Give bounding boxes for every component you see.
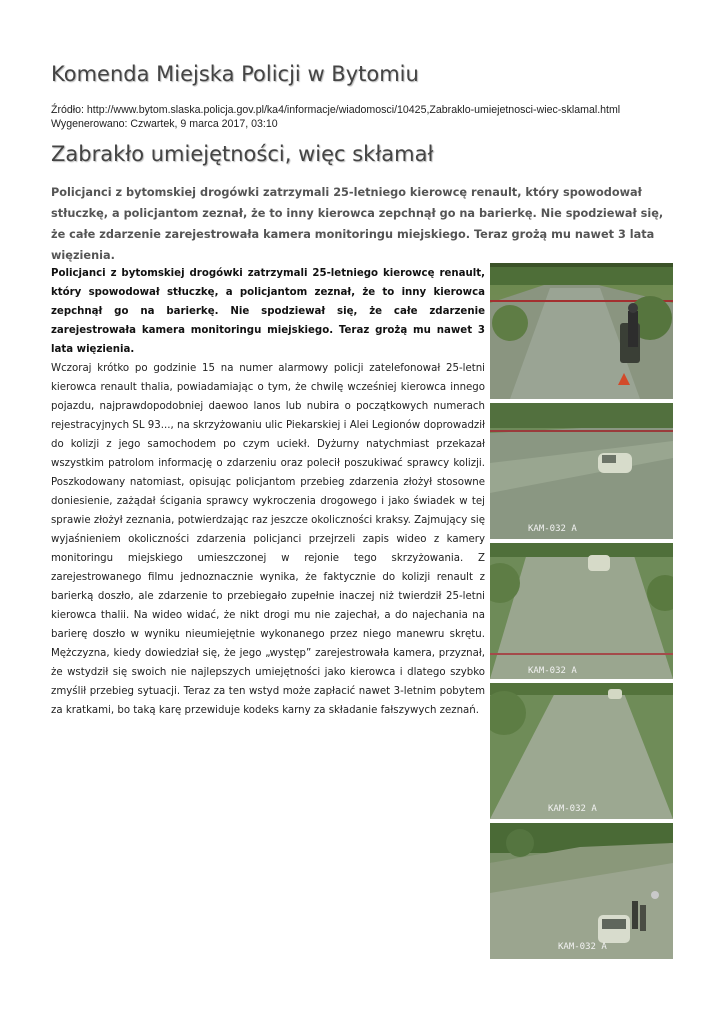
source-line: Źródło: http://www.bytom.slaska.policja.gov.pl/ka4/informacje/wiadomosci/10425,Zabraklo-umiejetnosci-wiec-sklamal.html (51, 104, 621, 116)
article-title: Zabrakło umiejętności, więc skłamał (51, 142, 434, 166)
article-body-bold: Policjanci z bytomskiej drogówki zatrzymali 25-letniego kierowcę renault, który spowodował stłuczkę, a policjantom zeznał, że to inny kierowca zepchnął go na barierkę. Nie spodziewał się, że całe zdarzenie zarejestrowała kamera monitoringu miejskiego. Teraz grożą mu nawet 3 lata więzienia. (51, 268, 485, 355)
cctv-photo-5 (490, 823, 673, 959)
cctv-photo-4 (490, 683, 673, 819)
photo-column (490, 263, 673, 963)
camera-stamp: KAM-032 A (528, 524, 577, 534)
cctv-photo-1 (490, 263, 673, 399)
camera-stamp: KAM-032 A (528, 666, 577, 676)
cctv-photo-2 (490, 403, 673, 539)
cctv-photo-3 (490, 543, 673, 679)
article-body-text: Wczoraj krótko po godzinie 15 na numer alarmowy policji zatelefonował 25-letni kierowca renault thalia, powiadamiając o tym, że chwilę wcześniej kierowca innego pojazdu, najprawdopodobniej daewoo lanos lub nubira o początkowych numerach rejestracyjnych SL 93..., na skrzyżowaniu ulic Piekarskiej i Alei Legionów doprowadził do kolizji z jego samochodem po czym uciekł. Dyżurny natychmiast przekazał wszystkim patrolom informację o zdarzeniu oraz polecił poszukiwać sprawcy kolizji. Poszkodowany natomiast, opisując policjantom przebieg zdarzenia złożył stosowne doniesienie, zażądał ścigania sprawcy wykroczenia drogowego i jako świadek w tej sprawie złożył zeznania, potwierdzając raz jeszcze okoliczności kraksy. Zajmujący się wyjaśnieniem okoliczności zdarzenia policjanci przejrzeli zapis wideo z kamery monitoringu miejskiego umieszczonej w rejonie tego skrzyżowania. Z zarejestrowanego filmu jednoznacznie wynika, że faktycznie do kolizji renault z barierką doszło, ale zdarzenie to przebiegało zupełnie inaczej niż twierdził 25-letni kierowca thalii. Na wideo widać, że nikt drogi mu nie zajechał, a do najechania na barierę doszło w wyniku nieumiejętnie wykonanego przez niego manewru skrętu. Mężczyzna, kiedy dowiedział się, że jego „występ” zarejestrowała kamera, przyznał, że wstydził się swoich nie najlepszych umiejętności jako kierowca i dlatego szybko zmyślił przebieg sytuacji. Teraz za ten wstyd może zapłacić nawet 3-letnim pobytem za kratkami, bo taką karę przewiduje kodeks karny za składanie fałszywych zeznań. (51, 363, 485, 716)
site-title: Komenda Miejska Policji w Bytomiu (51, 62, 419, 86)
camera-stamp: KAM-032 A (548, 804, 597, 814)
camera-stamp: KAM-032 A (558, 942, 607, 952)
generated-line: Wygenerowano: Czwartek, 9 marca 2017, 03:10 (51, 118, 278, 130)
meta-info (51, 103, 620, 131)
article-lead: Policjanci z bytomskiej drogówki zatrzymali 25-letniego kierowcę renault, który spowodował stłuczkę, a policjantom zeznał, że to inny kierowca zepchnął go na barierkę. Nie spodziewał się, że całe zdarzenie zarejestrowała kamera monitoringu miejskiego. Teraz grożą mu nawet 3 lata więzienia. (51, 186, 664, 262)
article-body (51, 264, 485, 720)
